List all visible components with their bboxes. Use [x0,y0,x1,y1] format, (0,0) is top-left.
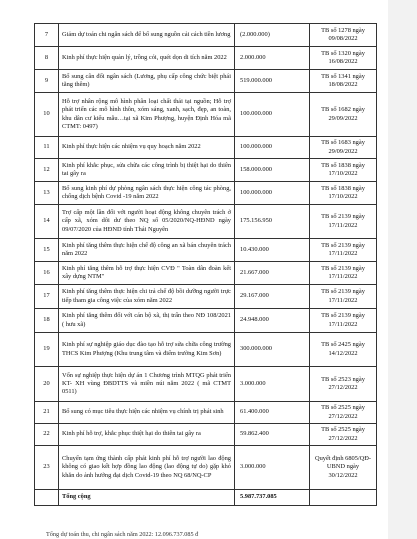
row-amount: 2.000.000 [235,47,310,70]
table-row [35,137,377,159]
row-document: TB số 2139 ngày 17/11/2022 [310,239,377,262]
row-document: TB số 1278 ngày 09/08/2022 [310,24,377,47]
row-document: Quyết định 6805/QĐ-UBND ngày 30/12/2022 [310,446,377,490]
table-row [35,93,377,137]
footer-text: Tổng dự toán thu, chi ngân sách năm 2022: 12.096.737.085 đ [46,531,199,538]
row-content: Bổ sung cân đối ngân sách (Lương, phụ cấp công chức biệt phái tăng thêm) [59,70,235,93]
row-number: 19 [35,333,59,367]
row-content: Kinh phí thực hiện các nhiệm vụ quy hoạch năm 2022 [59,137,235,159]
row-content: Kinh phí tăng thêm đối với cán bộ xã, thị trấn theo NĐ 108/2021 ( hưu xã) [59,309,235,333]
table-body [35,24,377,506]
row-amount: 61.400.000 [235,402,310,424]
row-amount: 158.000.000 [235,159,310,182]
row-number: 7 [35,24,59,47]
row-number: 21 [35,402,59,424]
row-number: 11 [35,137,59,159]
table-row [35,424,377,446]
budget-table [34,23,377,506]
row-content: Kinh phí khắc phục, sửa chữa các công trình bị thiệt hại do thiên tai gây ra [59,159,235,182]
row-content: Bổ sung kinh phí dự phòng ngân sách thực hiện công tác phòng, chống dịch bệnh Covid -19 năm 2022 [59,182,235,205]
row-amount: 100.000.000 [235,93,310,137]
table-row [35,367,377,402]
row-number: 15 [35,239,59,262]
row-document: TB số 1838 ngày 17/10/2022 [310,159,377,182]
row-content: Kinh phí sự nghiệp giáo dục đào tạo hỗ trợ sửa chữa công trường THCS Kim Phượng (Khu trung tâm và điểm trường Kim Sơn) [59,333,235,367]
row-document: TB số 1838 ngày 17/10/2022 [310,182,377,205]
total-empty-doc-cell [310,490,377,506]
row-number: 22 [35,424,59,446]
total-empty-cell [35,490,59,506]
row-number: 13 [35,182,59,205]
row-document: TB số 2525 ngày 27/12/2022 [310,402,377,424]
row-content: Hỗ trợ nhân rộng mô hình phân loại chất thải tại nguồn; Hỗ trợ phát triển các mô hình thôn, xóm sáng, xanh, sạch, đẹp, an toàn, khu dân cư kiểu mẫu…tại xã Kim Phượng, huyện Định Hóa mã CTMT: 0497) [59,93,235,137]
row-number: 16 [35,262,59,285]
table-row [35,402,377,424]
table-row [35,262,377,285]
row-amount: 519.000.000 [235,70,310,93]
table-row [35,333,377,367]
row-amount: 175.156.950 [235,205,310,239]
row-content: Giảm dự toán chi ngân sách để bổ sung nguồn cải cách tiền lương [59,24,235,47]
row-number: 20 [35,367,59,402]
row-content: Kinh phí tăng thêm thực hiện chi trả chế độ bồi dưỡng người trực tiếp tham gia công việc của xóm năm 2022 [59,285,235,309]
row-amount: 24.948.000 [235,309,310,333]
row-amount: 29.167.000 [235,285,310,309]
row-amount: (2.000.000) [235,24,310,47]
table-row [35,24,377,47]
total-amount: 5.987.737.085 [235,490,310,506]
row-content: Vốn sự nghiệp thực hiện dự án 1 Chương trình MTQG phát triển KT- XH vùng ĐBDTTS và miền núi năm 2022 ( mã CTMT 0511) [59,367,235,402]
row-amount: 300.000.000 [235,333,310,367]
row-number: 17 [35,285,59,309]
row-number: 23 [35,446,59,490]
table-row [35,182,377,205]
total-row [35,490,377,506]
row-content: Kinh phí tăng thêm thực hiện chế độ công an xã bán chuyên trách năm 2022 [59,239,235,262]
total-label: Tổng cộng [59,490,235,506]
row-document: TB số 1683 ngày 29/09/2022 [310,137,377,159]
row-document: TB số 2525 ngày 27/12/2022 [310,424,377,446]
table-row [35,47,377,70]
row-document: TB số 2139 ngày 17/11/2022 [310,309,377,333]
viewer-background [388,0,417,539]
row-content: Kinh phí hỗ trợ, khắc phục thiệt hại do thiên tai gây ra [59,424,235,446]
row-amount: 100.000.000 [235,137,310,159]
row-amount: 3.000.000 [235,446,310,490]
row-document: TB số 1682 ngày 29/09/2022 [310,93,377,137]
row-document: TB số 2425 ngày 14/12/2022 [310,333,377,367]
row-amount: 59.862.400 [235,424,310,446]
row-document: TB số 2139 ngày 17/11/2022 [310,205,377,239]
row-amount: 10.430.000 [235,239,310,262]
table-row [35,309,377,333]
row-amount: 3.000.000 [235,367,310,402]
table-row [35,285,377,309]
row-content: Bổ sung có mục tiêu thực hiện các nhiệm vụ chính trị phát sinh [59,402,235,424]
row-document: TB số 1320 ngày 16/08/2022 [310,47,377,70]
row-number: 8 [35,47,59,70]
row-content: Trợ cấp một lần đối với người hoạt động không chuyên trách ở cấp xã, xóm dôi dư theo NQ số 05/2020/NQ-HĐND ngày 09/07/2020 của HĐND tỉnh Thái Nguyên [59,205,235,239]
row-content: Kinh phí tăng thêm hỗ trợ thực hiện CVĐ " Toàn dân đoàn kết xây dựng NTM" [59,262,235,285]
row-content: Kinh phí thực hiện quản lý, trồng cói, quét dọn di tích năm 2022 [59,47,235,70]
table-row [35,159,377,182]
row-document: TB số 2523 ngày 27/12/2022 [310,367,377,402]
row-content: Chuyển tạm ứng thành cấp phát kinh phí hỗ trợ người lao động không có giao kết hợp đồng lao động (lao động tự do) gặp khó khăn do ảnh hưởng đại dịch Covid-19 theo NQ 68/NQ-CP [59,446,235,490]
row-number: 10 [35,93,59,137]
row-document: TB số 2139 ngày 17/11/2022 [310,262,377,285]
table-row [35,205,377,239]
row-document: TB số 1341 ngày 18/08/2022 [310,70,377,93]
table-row [35,70,377,93]
row-number: 9 [35,70,59,93]
table-row [35,446,377,490]
row-number: 18 [35,309,59,333]
row-document: TB số 2139 ngày 17/11/2022 [310,285,377,309]
row-number: 12 [35,159,59,182]
row-amount: 100.000.000 [235,182,310,205]
table-row [35,239,377,262]
row-amount: 21.667.000 [235,262,310,285]
row-number: 14 [35,205,59,239]
